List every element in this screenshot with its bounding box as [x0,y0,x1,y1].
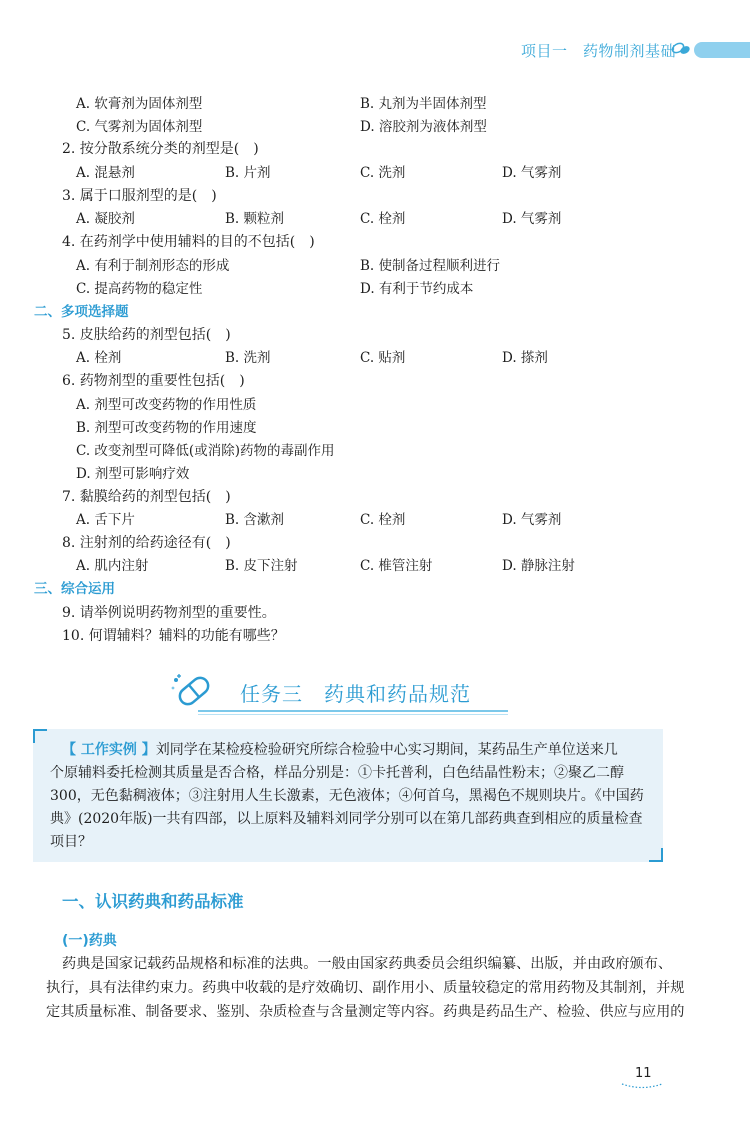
question-3: 3. 属于口服剂型的是( ) [62,188,217,204]
page-header [0,38,750,62]
capsule-icon [170,670,218,712]
case-label: 【 工作实例 】 [62,742,156,758]
task-heading [168,666,508,716]
question-7: 7. 黏膜给药的剂型包括( ) [62,489,231,505]
subsection-heading: (一)药典 [62,933,117,949]
body-line-2: 执行，具有法律约束力。药典中收载的是疗效确切、副作用小、质量较稳定的常用药物及其制剂，并规 [46,980,685,996]
task-underline-thin [198,714,508,715]
q8-option-b: B. 皮下注射 [225,558,298,574]
q6-option-d: D. 剂型可影响疗效 [76,466,190,482]
section-multiple-choice: 二、多项选择题 [34,304,129,320]
question-2: 2. 按分散系统分类的剂型是( ) [62,141,259,157]
case-line-2: 个原辅料委托检测其质量是否合格，样品分别是：①卡托普利，白色结晶性粉末；②聚乙二醇 [50,765,624,781]
case-line-4: 典》(2020年版)一共有四部，以上原料及辅料刘同学分别可以在第几部药典查到相应的质量检查 [50,811,643,827]
q3-option-d: D. 气雾剂 [502,211,562,227]
q4-option-b: B. 使制备过程顺利进行 [360,258,501,274]
q4-option-a: A. 有利于制剂形态的形成 [76,258,230,274]
q5-option-c: C. 贴剂 [360,350,406,366]
q6-option-b: B. 剂型可改变药物的作用速度 [76,420,257,436]
q5-option-a: A. 栓剂 [76,350,122,366]
box-corner-bottom-right [649,848,663,862]
q4-option-d: D. 有利于节约成本 [360,281,474,297]
q4-option-c: C. 提高药物的稳定性 [76,281,203,297]
q1-option-c: C. 气雾剂为固体剂型 [76,119,203,135]
header-title: 项目一 药物制剂基础 [520,42,676,60]
page-number-ornament [620,1082,664,1090]
q2-option-a: A. 混悬剂 [76,165,135,181]
question-5: 5. 皮肤给药的剂型包括( ) [62,327,231,343]
question-6: 6. 药物剂型的重要性包括( ) [62,373,245,389]
q8-option-a: A. 肌内注射 [76,558,149,574]
q2-option-d: D. 气雾剂 [502,165,562,181]
case-line-3: 300，无色黏稠液体；③注射用人生长激素，无色液体；④何首乌，黑褐色不规则块片。《中国药 [50,788,644,804]
q1-option-a: A. 软膏剂为固体剂型 [76,96,203,112]
q5-option-b: B. 洗剂 [225,350,271,366]
q6-option-a: A. 剂型可改变药物的作用性质 [76,397,257,413]
q7-option-a: A. 舌下片 [76,512,135,528]
section-heading: 一、认识药典和药品标准 [62,892,244,911]
q2-option-c: C. 洗剂 [360,165,406,181]
case-line-1 [62,741,618,759]
q8-option-c: C. 椎管注射 [360,558,433,574]
q7-option-c: C. 栓剂 [360,512,406,528]
q8-option-d: D. 静脉注射 [502,558,575,574]
box-corner-top-left [33,729,47,743]
page-number: 11 [635,1066,652,1081]
question-4: 4. 在药剂学中使用辅料的目的不包括( ) [62,234,315,250]
q5-option-d: D. 搽剂 [502,350,548,366]
q3-option-a: A. 凝胶剂 [76,211,135,227]
q7-option-b: B. 含漱剂 [225,512,285,528]
question-10: 10. 何谓辅料？辅料的功能有哪些？ [62,628,285,644]
task-underline [198,710,508,712]
question-8: 8. 注射剂的给药途径有( ) [62,535,231,551]
case-text-1: 刘同学在某检疫检验研究所综合检验中心实习期间，某药品生产单位送来几 [155,742,618,758]
case-line-5: 项目？ [50,834,92,850]
header-accent-bar [694,42,750,58]
question-9: 9. 请举例说明药物剂型的重要性。 [62,605,276,621]
body-line-1: 药典是国家记载药品规格和标准的法典。一般由国家药典委员会组织编纂、出版，并由政府颁布、 [62,956,673,972]
q3-option-b: B. 颗粒剂 [225,211,285,227]
body-line-3: 定其质量标准、制备要求、鉴别、杂质检查与含量测定等内容。药典是药品生产、检验、供应与应用的 [46,1004,685,1020]
q1-option-d: D. 溶胶剂为液体剂型 [360,119,487,135]
q3-option-c: C. 栓剂 [360,211,406,227]
q6-option-c: C. 改变剂型可降低(或消除)药物的毒副作用 [76,443,335,459]
q2-option-b: B. 片剂 [225,165,271,181]
section-comprehensive: 三、综合运用 [34,581,115,597]
q7-option-d: D. 气雾剂 [502,512,562,528]
q1-option-b: B. 丸剂为半固体剂型 [360,96,487,112]
task-title: 任务三 药典和药品规范 [240,682,471,706]
pill-capsule-icon [670,38,692,58]
